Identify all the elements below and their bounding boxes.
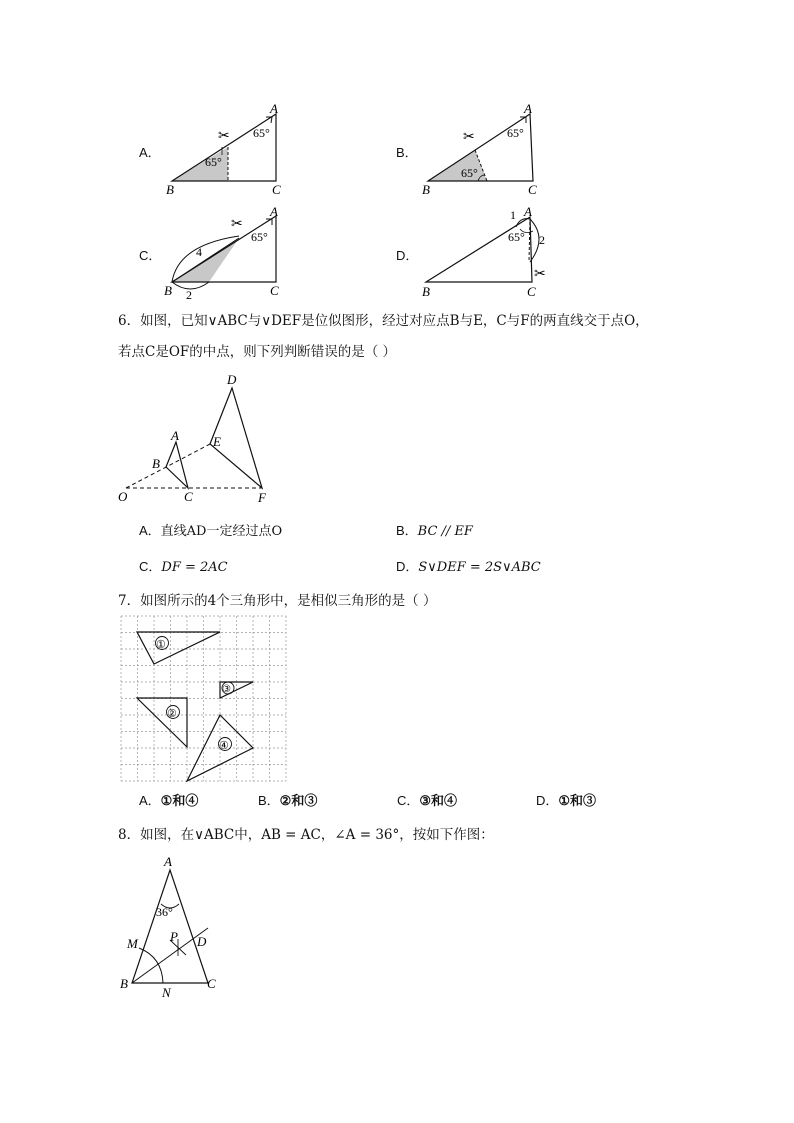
q5-d-side-1: 1 <box>510 208 516 222</box>
q5-a-point-c: C <box>272 182 281 197</box>
q7-label-4: ④ <box>219 740 229 752</box>
q5-c-side-4: 4 <box>196 245 202 259</box>
q8-point-m: M <box>127 936 138 951</box>
q8-point-b: B <box>120 976 128 991</box>
q6-option-d-text: S∨DEF = 2S∨ABC <box>418 560 541 575</box>
q5-option-d-label[interactable]: D． <box>396 248 419 263</box>
q6-point-f: F <box>258 490 266 505</box>
q6-option-d-label: D． <box>396 559 419 574</box>
q8-point-n: N <box>162 985 171 1000</box>
q5-c-scissors-icon: ✂ <box>231 217 243 232</box>
q5-d-scissors-icon: ✂ <box>534 267 546 282</box>
q5-b-angle-2: 65° <box>461 166 478 180</box>
q7-option-d-label: D． <box>536 793 559 808</box>
q7-option-b-text: ②和③ <box>279 794 318 809</box>
q7-option-a-label: A． <box>139 793 161 808</box>
q5-b-point-b: B <box>422 182 430 197</box>
q5-a-point-a: A <box>270 101 278 116</box>
q8-point-d: D <box>197 934 207 949</box>
q5-b-point-c: C <box>528 182 537 197</box>
q8-angle-a: 36° <box>156 905 173 919</box>
q7-label-3: ③ <box>222 684 231 695</box>
q5-d-side-2: 2 <box>539 233 545 247</box>
q5-d-angle-1: 65° <box>508 230 525 244</box>
q8-point-p: P <box>170 929 178 944</box>
q5-a-angle-2: 65° <box>205 155 222 169</box>
q5-b-scissors-icon: ✂ <box>463 130 475 145</box>
q8-stem: 8．如图，在∨ABC中，AB = AC，∠A = 36°，按如下作图： <box>118 827 494 843</box>
q6-option-b-text: BC // EF <box>417 524 473 539</box>
q5-c-angle-1: 65° <box>251 230 268 244</box>
q5-a-point-b: B <box>166 182 174 197</box>
q5-d-point-a: A <box>524 204 532 219</box>
q6-option-b-label: B． <box>396 523 418 538</box>
q5-option-b-label[interactable]: B． <box>396 145 418 160</box>
q6-point-b: B <box>152 456 160 471</box>
q5-option-a-label[interactable]: A． <box>139 145 161 160</box>
q6-option-a-label: A． <box>139 523 161 538</box>
q5-c-point-b: B <box>164 283 172 298</box>
q5-a-angle-1: 65° <box>253 126 270 140</box>
q8-point-c: C <box>207 976 216 991</box>
q5-c-point-c: C <box>270 283 279 298</box>
q5-d-point-b: B <box>422 284 430 299</box>
q8-triangle-abc <box>132 870 208 983</box>
q5-b-angle-1: 65° <box>507 126 524 140</box>
q6-point-e: E <box>213 434 221 449</box>
q6-point-d: D <box>227 372 237 387</box>
q6-point-c: C <box>184 489 193 504</box>
q5-a-scissors-icon: ✂ <box>218 129 230 144</box>
q7-option-a-text: ①和④ <box>160 794 199 809</box>
q5-option-c-label[interactable]: C． <box>139 248 162 263</box>
q7-option-b-label: B． <box>258 793 280 808</box>
q7-label-1: ① <box>156 639 166 651</box>
q5-c-point-a: A <box>270 204 278 219</box>
q7-option-c-text: ③和④ <box>419 794 458 809</box>
q6-option-c-label: C． <box>139 559 162 574</box>
q8-point-a: A <box>164 854 172 869</box>
q6-stem-line-2: 若点C是OF的中点，则下列判断错误的是（ ） <box>118 344 397 360</box>
q6-option-c-text: DF = 2AC <box>161 560 228 575</box>
q6-stem-line-1: 6．如图，已知∨ABC与∨DEF是位似图形，经过对应点B与E，C与F的两直线交于点O， <box>118 313 649 329</box>
q6-point-a: A <box>171 428 179 443</box>
q5-b-point-a: A <box>524 101 532 116</box>
q7-label-2: ② <box>167 708 177 720</box>
q7-option-d-text: ①和③ <box>558 794 597 809</box>
q6-option-a-text: 直线AD一定经过点O <box>160 524 283 539</box>
q7-option-c-label: C． <box>397 793 420 808</box>
q6-point-o: O <box>118 489 128 504</box>
q7-stem: 7．如图所示的4个三角形中，是相似三角形的是（ ） <box>118 593 437 609</box>
q5-c-side-2: 2 <box>186 288 192 302</box>
q5-d-point-c: C <box>527 284 536 299</box>
